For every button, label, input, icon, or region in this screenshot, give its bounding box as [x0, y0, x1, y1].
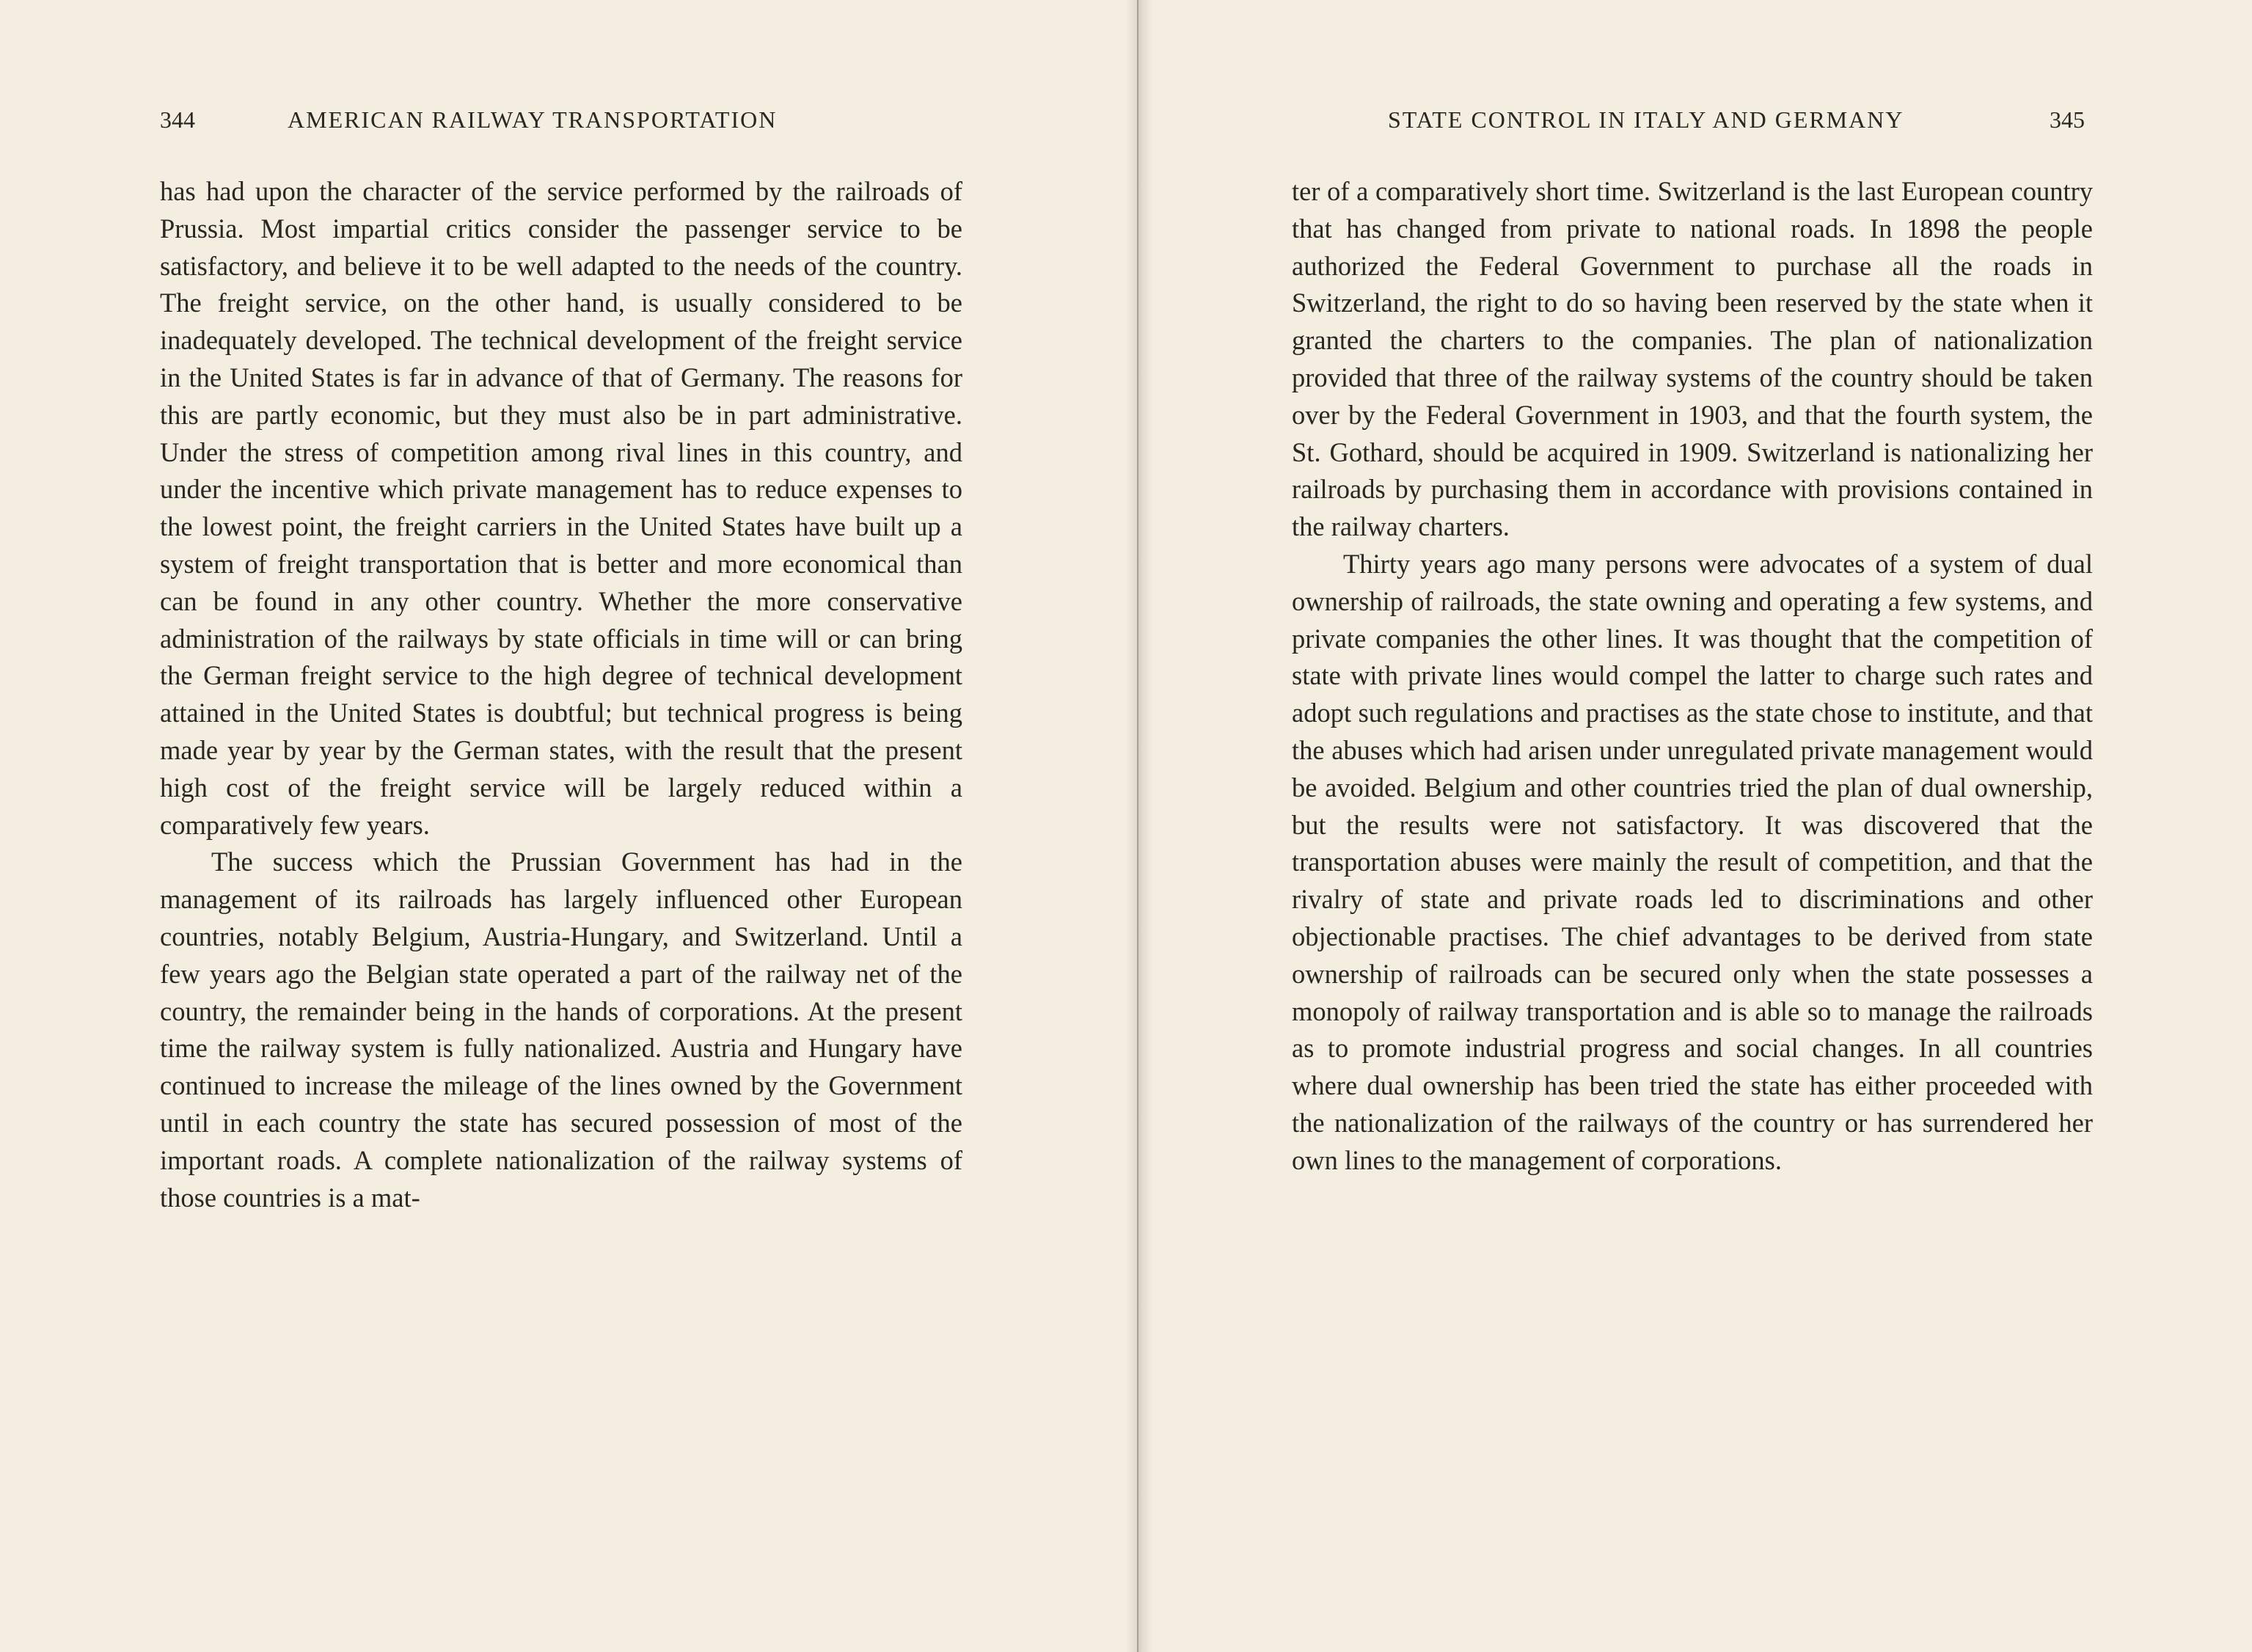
- right-page-number: 345: [2050, 106, 2085, 133]
- left-running-head: AMERICAN RAILWAY TRANSPORTATION: [288, 106, 778, 133]
- gutter-fold-line: [1137, 0, 1138, 1652]
- left-paragraph-1: has had upon the character of the service performed by the railroads of Prussia. Most impartial critics consider the passenger service to be satisfactory, and believe it to be well adapted to the needs of the country. The freight service, on the other hand, is usually considered to be inadequately developed. The technical development of the freight service in the United States is far in advance of that of Germany. The reasons for this are partly economic, but they must also be in part administrative. Under the stress of competition among rival lines in this country, and under the incentive which private management has to reduce expenses to the lowest point, the freight carriers in the United States have built up a system of freight transportation that is better and more economical than can be found in any other country. Whether the more conservative administration of the railways by state officials in time will or can bring the German freight service to the high degree of technical development attained in the United States is doubtful; but technical progress is being made year by year by the German states, with the result that the present high cost of the freight service will be largely reduced within a comparatively few years.: [160, 176, 962, 840]
- right-paragraph-1: ter of a comparatively short time. Switzerland is the last European country that has changed from private to national roads. In 1898 the people authorized the Federal Government to purchase all the roads in Switzerland, the right to do so having been reserved by the state when it granted the charters to the companies. The plan of nationalization provided that three of the railway systems of the country should be taken over by the Federal Government in 1903, and that the fourth system, the St. Gothard, should be acquired in 1909. Switzerland is nationalizing her railroads by purchasing them in accordance with provisions contained in the railway charters.: [1292, 176, 2093, 542]
- left-page-body: [160, 173, 962, 1216]
- right-paragraph-2: Thirty years ago many persons were advocates of a system of dual ownership of railroads, the state owning and operating a few systems, and private companies the other lines. It was thought that the competition of state with private lines would compel the latter to charge such rates and adopt such regulations and practises as the state chose to institute, and that the abuses which had arisen under unregulated private management would be avoided. Belgium and other countries tried the plan of dual ownership, but the results were not satisfactory. It was discovered that the transportation abuses were mainly the result of competition, and that the rivalry of state and private roads led to discriminations and other objectionable practises. The chief advantages to be derived from state ownership of railroads can be secured only when the state possesses a monopoly of railway transportation and is able so to manage the railroads as to promote industrial progress and social changes. In all countries where dual ownership has been tried the state has either proceeded with the nationalization of the railways of the country or has surrendered her own lines to the management of corporations.: [1292, 548, 2093, 1175]
- book-gutter: [1126, 0, 1152, 1652]
- right-page-body: [1292, 173, 2093, 1180]
- left-page-number: 344: [160, 106, 195, 133]
- right-running-head: STATE CONTROL IN ITALY AND GERMANY: [1388, 106, 1904, 133]
- left-paragraph-2: The success which the Prussian Government has had in the management of its railroads has largely influenced other European countries, notably Belgium, Austria-Hungary, and Switzerland. Until a few years ago the Belgian state operated a part of the railway net of the country, the remainder being in the hands of corporations. At the present time the railway system is fully nationalized. Austria and Hungary have continued to increase the mileage of the lines owned by the Government until in each country the state has secured possession of most of the important roads. A complete nationalization of the railway systems of those countries is a mat-: [160, 847, 962, 1213]
